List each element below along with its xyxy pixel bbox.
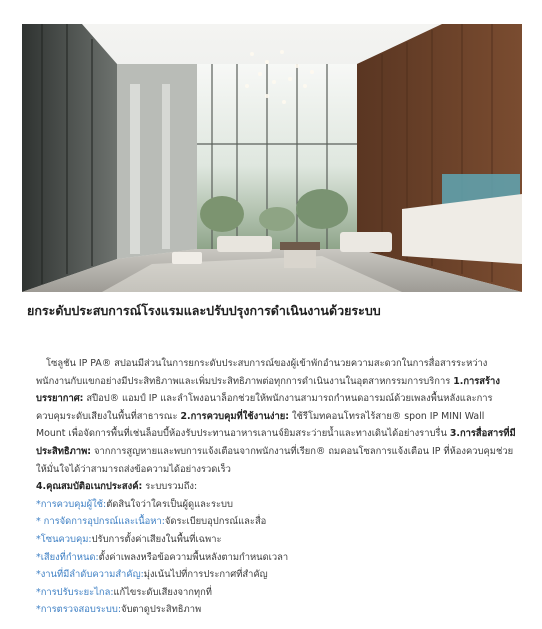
feature-item xyxy=(36,549,516,567)
feature-name: การจัดการอุปกรณ์และเนื้อหา: xyxy=(40,516,165,528)
bullet-star: * xyxy=(36,569,41,581)
bullet-star: * xyxy=(36,498,41,510)
feature-item xyxy=(36,566,516,584)
feature-desc: ปรับการตั้งค่าเสียงในพื้นที่เฉพาะ xyxy=(91,533,222,545)
bullet-star: * xyxy=(36,586,41,598)
feature-name: การปรับระยะไกล: xyxy=(40,586,114,598)
item2-text: ใช้รีโมทคอนโทรลไร้สาย® spon IP MINI Wall Mount เพื่อจัดการพื้นที่เช่นล็อบบี้ห้องรับประทานอาหารเลานจ์ยิมสระว่ายน้ำและทางเดินได้อย่างราบรื่น xyxy=(36,410,485,440)
item2-title: 2.การควบคุมที่ใช้งานง่าย: xyxy=(180,410,289,422)
feature-name: โซนควบคุม: xyxy=(40,533,92,545)
bullet-star: * xyxy=(36,551,41,563)
feature-desc: จับตาดูประสิทธิภาพ xyxy=(120,604,202,616)
bullet-star: * xyxy=(36,516,41,528)
feature-name: เสียงที่กำหนด: xyxy=(40,551,99,563)
feature-desc: ตั้งค่าเพลงหรือข้อความพื้นหลังตามกำหนดเวลา xyxy=(98,551,289,563)
bullet-star: * xyxy=(36,604,41,616)
item1-title: 1.การสร้างบรรยากาศ: xyxy=(36,375,500,405)
item3-title: 3.การสื่อสารที่มีประสิทธิภาพ: xyxy=(36,428,516,457)
feature-list xyxy=(36,496,516,619)
features-subtitle: ระบบรวมถึง: xyxy=(142,481,198,493)
features-title: 4.คุณสมบัติอเนกประสงค์: xyxy=(36,481,143,493)
feature-desc: ตัดสินใจว่าใครเป็นผู้ดูและระบบ xyxy=(106,498,233,510)
feature-desc: แก้ไขระดับเสียงจากทุกที่ xyxy=(113,586,212,598)
intro-paragraph xyxy=(36,355,516,478)
feature-item xyxy=(36,513,516,531)
feature-name: งานที่มีลำดับความสำคัญ: xyxy=(40,569,144,581)
feature-desc: มุ่งเน้นไปที่การประกาศที่สำคัญ xyxy=(143,569,268,581)
intro-part1: โซลูชัน IP PA® สปอนมีส่วนในการยกระดับประสบการณ์ของผู้เข้าพักอำนวยความสะดวกในการสื่อสารระหว่างพนักงานกับแขกอย่างมีประสิทธิภาพและเพิ่มประสิทธิภาพต่อทุกการดำเนินงานในอุตสาหกรรมการบริการ xyxy=(36,358,488,387)
bullet-star: * xyxy=(36,533,41,545)
feature-item xyxy=(36,584,516,602)
article-body xyxy=(36,355,516,619)
feature-item xyxy=(36,531,516,549)
feature-item xyxy=(36,496,516,514)
feature-item xyxy=(36,601,516,619)
article-headline: ยกระดับประสบการณ์โรงแรมและปรับปรุงการดำเนินงานด้วยระบบ xyxy=(27,303,381,318)
item1-text: สปีอป® แอมป์ IP และลำโพงอนาล็อกช่วยให้พนักงานสามารถกำหนดอารมณ์ด้วยเพลงพื้นหลังและการควบคุมระดับเสียงในพื้นที่สาธารณะ xyxy=(36,393,493,422)
feature-desc: จัดระเบียบอุปกรณ์และสื่อ xyxy=(164,516,267,528)
hero-image xyxy=(22,24,522,292)
features-heading xyxy=(36,478,516,496)
item3-text: จากการสูญหายและพบการแจ้งเตือนจากพนักงานที่เรียก® ถมคอนโซลการแจ้งเตือน IP ที่ห้องควบคุมช่วยให้มั่นใจได้ว่าสามารถส่งข้อความได้อย่างรวดเร็ว xyxy=(36,445,514,475)
feature-name: การตรวจสอบระบบ: xyxy=(40,604,121,616)
feature-name: การควบคุมผู้ใช้: xyxy=(40,498,107,510)
